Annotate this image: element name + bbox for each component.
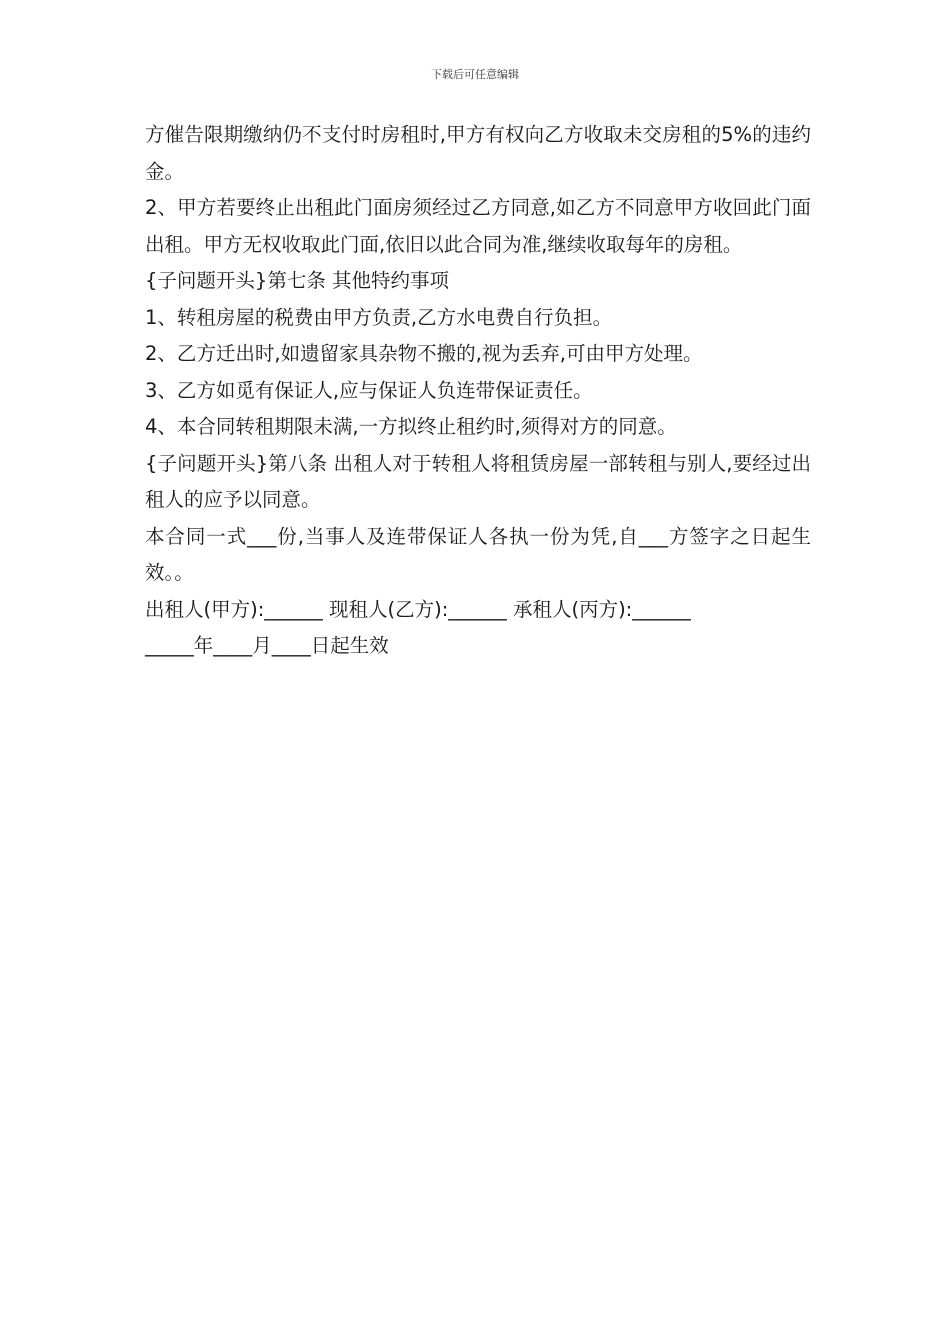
- header-note: 下载后可任意编辑: [431, 68, 519, 81]
- signature-line: 出租人(甲方):______ 现租人(乙方):______ 承租人(丙方):______: [145, 597, 691, 621]
- clause-item: 1、转租房屋的税费由甲方负责,乙方水电费自行负担。: [145, 305, 613, 329]
- document-body: [145, 117, 811, 665]
- clause-item: 4、本合同转租期限未满,一方拟终止租约时,须得对方的同意。: [145, 415, 677, 438]
- page-header: [0, 66, 950, 82]
- section-heading-article-7: {子问题开头}第七条 其他特约事项: [145, 269, 450, 292]
- clause-item: 2、乙方迁出时,如遗留家具杂物不搬的,视为丢弃,可由甲方处理。: [145, 342, 703, 365]
- paragraph-copies: 本合同一式___份,当事人及连带保证人各执一份为凭,自___方签字之日起生效。。: [145, 524, 811, 584]
- clause-item: 3、乙方如觅有保证人,应与保证人负连带保证责任。: [145, 378, 593, 402]
- section-heading-article-8: {子问题开头}第八条 出租人对于转租人将租赁房屋一部转租与别人,要经过出租人的应予以同意。: [145, 451, 811, 511]
- effective-date-line: _____年____月____日起生效: [145, 634, 389, 657]
- paragraph-termination: 2、甲方若要终止出租此门面房须经过乙方同意,如乙方不同意甲方收回此门面出租。甲方无权收取此门面,依旧以此合同为准,继续收取每年的房租。: [145, 196, 811, 256]
- paragraph-penalty: 方催告限期缴纳仍不支付时房租时,甲方有权向乙方收取未交房租的5%的违约金。: [145, 123, 811, 183]
